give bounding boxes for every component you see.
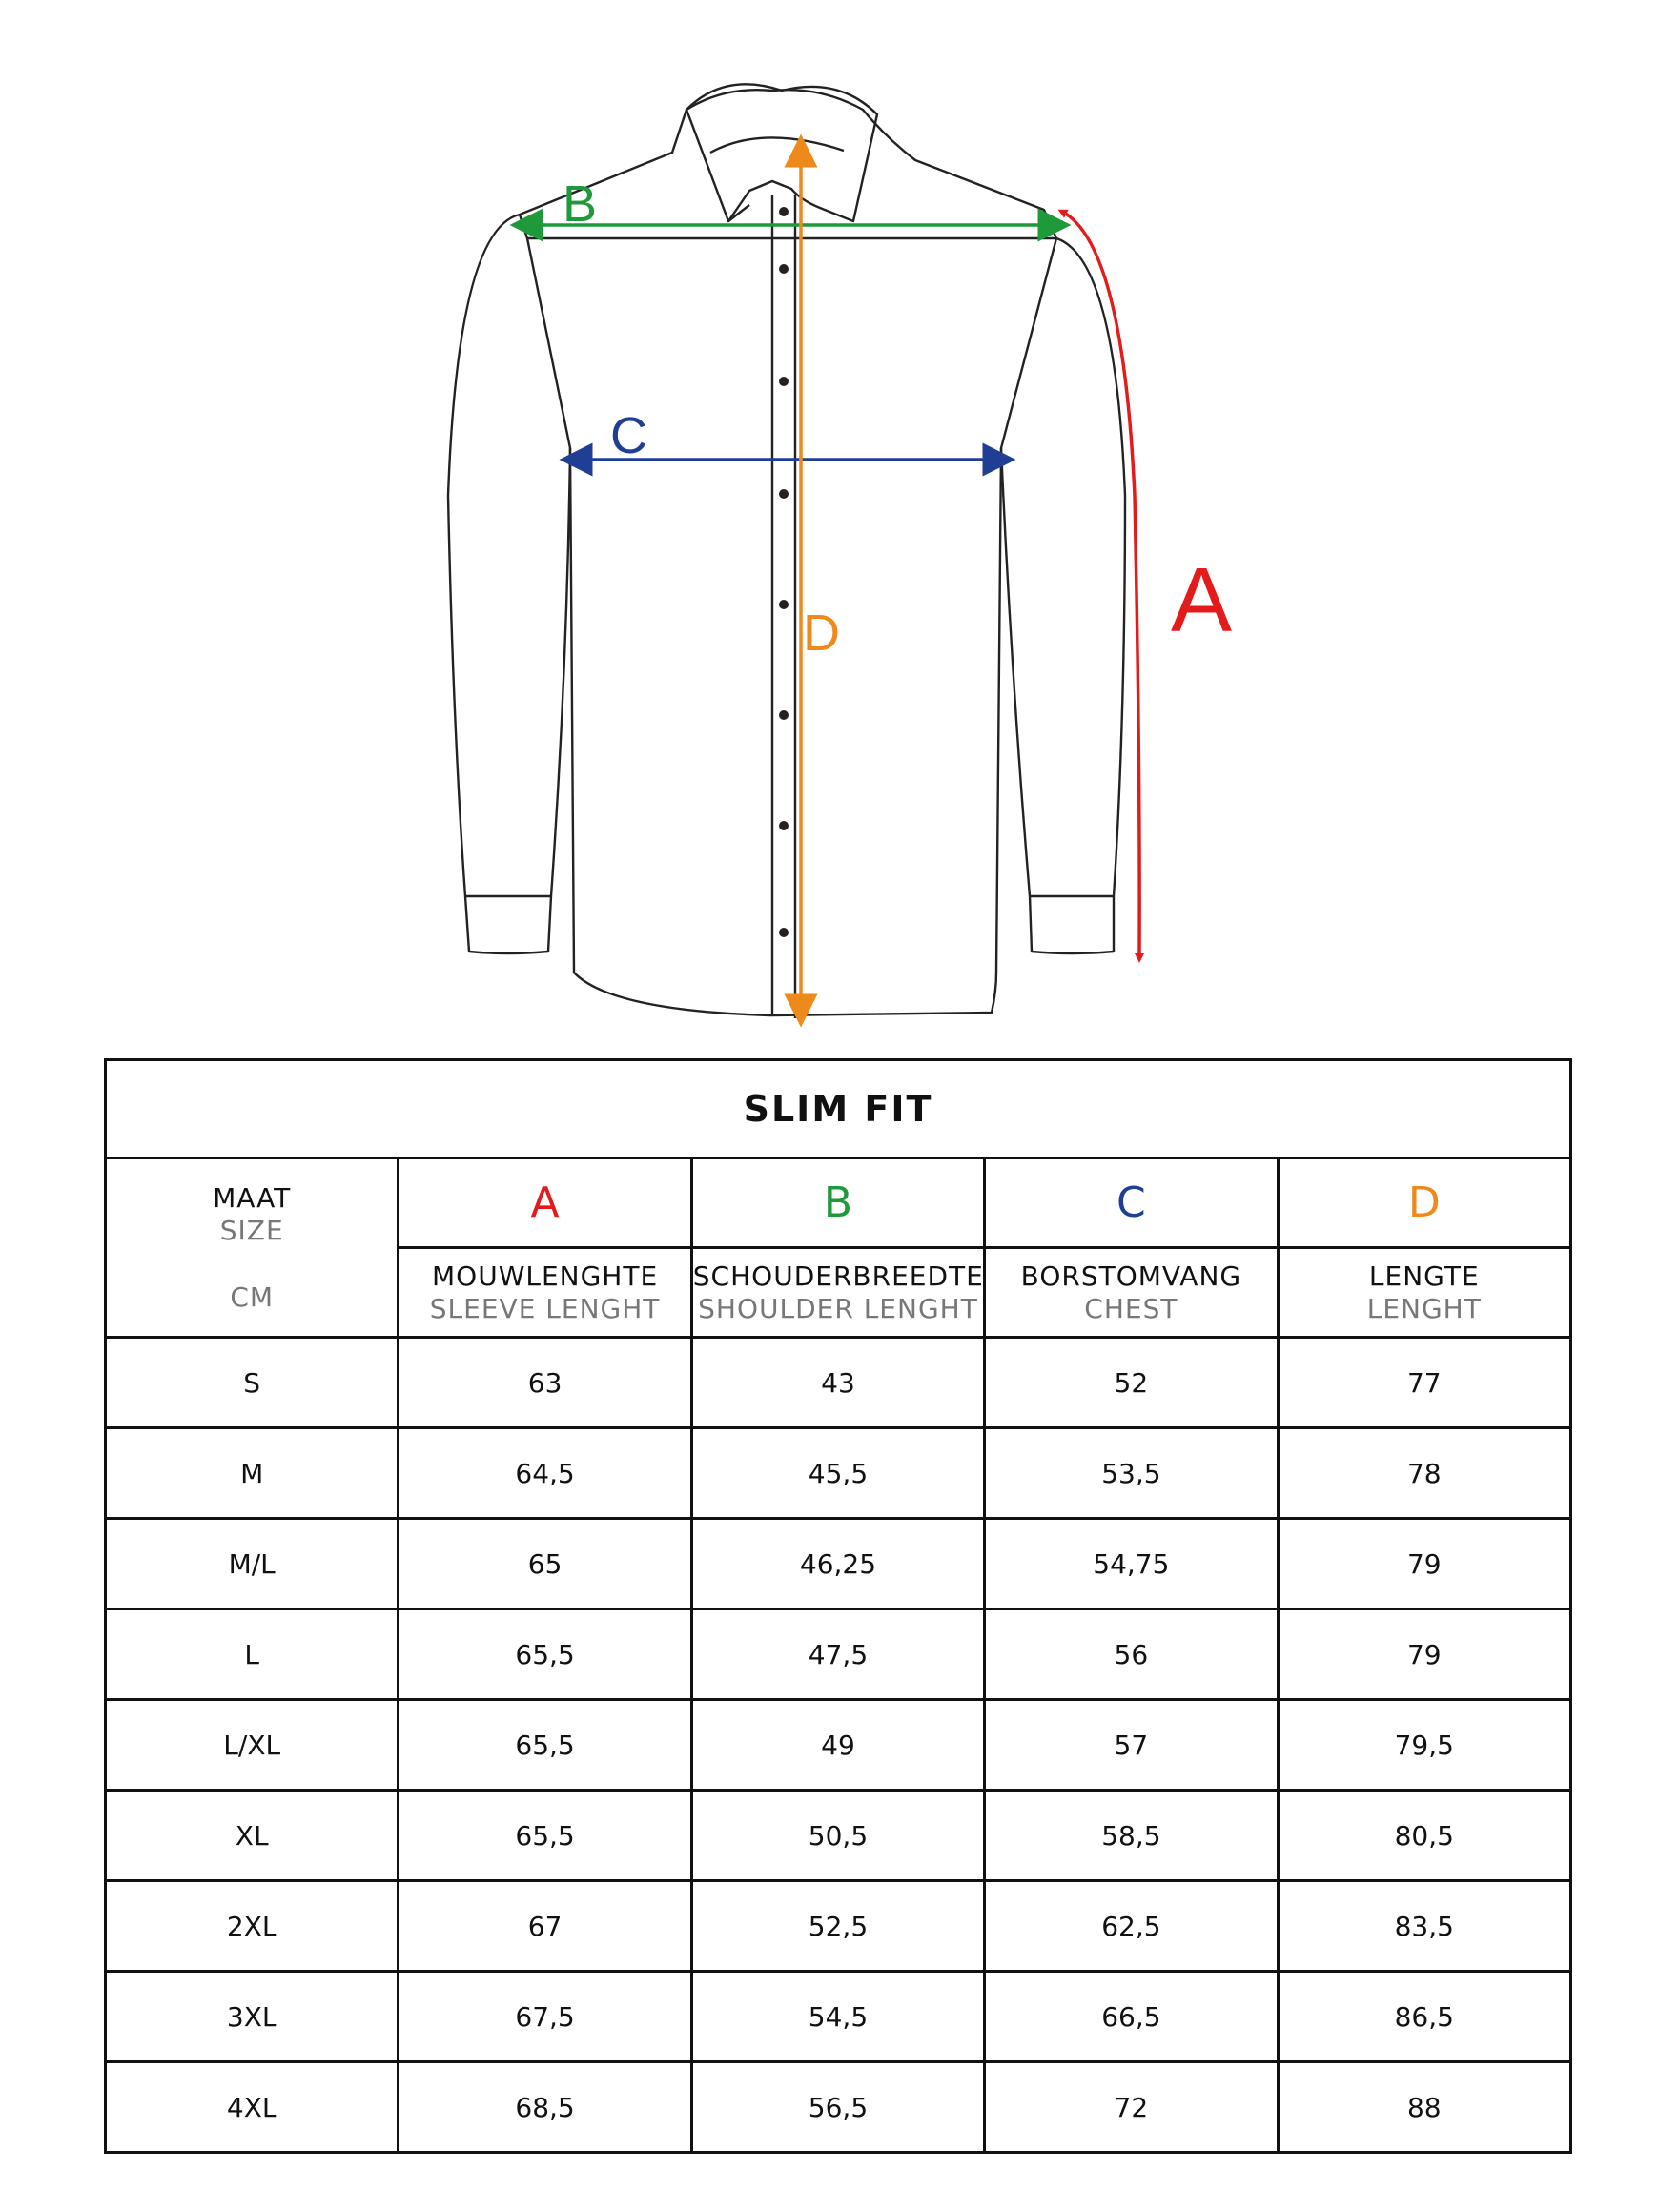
value-cell: 77 <box>1278 1338 1570 1428</box>
shirt-measurement-diagram <box>0 0 1659 1039</box>
value-cell: 46,25 <box>691 1519 984 1609</box>
value-cell: 58,5 <box>985 1791 1278 1881</box>
size-cell: 4XL <box>106 2062 399 2153</box>
letter-d: D <box>1407 1178 1441 1227</box>
value-cell: 54,5 <box>691 1972 984 2062</box>
value-cell: 64,5 <box>399 1428 691 1519</box>
column-header-b <box>691 1248 984 1338</box>
size-cell: 2XL <box>106 1881 399 1972</box>
corner-cell <box>106 1158 399 1338</box>
value-cell: 56,5 <box>691 2062 984 2153</box>
shirt-body <box>520 90 1056 1015</box>
value-cell: 79,5 <box>1278 1700 1570 1791</box>
size-cell: L/XL <box>106 1700 399 1791</box>
size-chart-table <box>104 1058 1572 2154</box>
size-cell: XL <box>106 1791 399 1881</box>
header-d-nl: LENGTE <box>1368 1260 1480 1292</box>
collar <box>686 84 877 221</box>
value-cell: 83,5 <box>1278 1881 1570 1972</box>
letter-b: B <box>823 1178 853 1227</box>
value-cell: 79 <box>1278 1609 1570 1700</box>
value-cell: 43 <box>691 1338 984 1428</box>
value-cell: 65,5 <box>399 1609 691 1700</box>
value-cell: 72 <box>985 2062 1278 2153</box>
measure-label-c: C <box>610 407 647 464</box>
value-cell: 49 <box>691 1700 984 1791</box>
header-b-nl: SCHOUDERBREEDTE <box>692 1260 984 1292</box>
size-label: SIZE <box>219 1214 284 1246</box>
column-header-c <box>985 1248 1278 1338</box>
measure-label-b: B <box>563 175 598 233</box>
table-row <box>106 1791 1571 1881</box>
value-cell: 56 <box>985 1609 1278 1700</box>
table-row <box>106 2062 1571 2153</box>
value-cell: 66,5 <box>985 1972 1278 2062</box>
column-letter-d <box>1278 1158 1570 1248</box>
value-cell: 65 <box>399 1519 691 1609</box>
left-sleeve <box>448 215 570 953</box>
value-cell: 88 <box>1278 2062 1570 2153</box>
size-cell: M <box>106 1428 399 1519</box>
value-cell: 67 <box>399 1881 691 1972</box>
table-row <box>106 1700 1571 1791</box>
table-row <box>106 1428 1571 1519</box>
size-cell: M/L <box>106 1519 399 1609</box>
right-sleeve <box>1001 238 1125 953</box>
unit-label: CM <box>230 1280 275 1313</box>
value-cell: 57 <box>985 1700 1278 1791</box>
value-cell: 86,5 <box>1278 1972 1570 2062</box>
header-c-nl: BORSTOMVANG <box>1020 1260 1242 1292</box>
size-cell: L <box>106 1609 399 1700</box>
value-cell: 47,5 <box>691 1609 984 1700</box>
column-letter-a <box>399 1158 691 1248</box>
value-cell: 79 <box>1278 1519 1570 1609</box>
header-a-nl: MOUWLENGHTE <box>432 1260 659 1292</box>
measure-label-d: D <box>803 604 840 662</box>
column-header-d <box>1278 1248 1570 1338</box>
value-cell: 52,5 <box>691 1881 984 1972</box>
value-cell: 67,5 <box>399 1972 691 2062</box>
value-cell: 63 <box>399 1338 691 1428</box>
header-a-en: SLEEVE LENGHT <box>429 1292 661 1324</box>
value-cell: 62,5 <box>985 1881 1278 1972</box>
letter-c: C <box>1116 1178 1146 1227</box>
column-letter-c <box>985 1158 1278 1248</box>
column-header-a <box>399 1248 691 1338</box>
value-cell: 45,5 <box>691 1428 984 1519</box>
measure-a-curve <box>1062 212 1139 958</box>
value-cell: 52 <box>985 1338 1278 1428</box>
value-cell: 80,5 <box>1278 1791 1570 1881</box>
table-row <box>106 1609 1571 1700</box>
value-cell: 50,5 <box>691 1791 984 1881</box>
measure-label-a: A <box>1171 549 1233 651</box>
table-title: SLIM FIT <box>106 1060 1571 1158</box>
column-letter-b <box>691 1158 984 1248</box>
table-row <box>106 1881 1571 1972</box>
table-row <box>106 1519 1571 1609</box>
maat-label: MAAT <box>213 1181 292 1214</box>
value-cell: 54,75 <box>985 1519 1278 1609</box>
value-cell: 78 <box>1278 1428 1570 1519</box>
value-cell: 65,5 <box>399 1700 691 1791</box>
value-cell: 53,5 <box>985 1428 1278 1519</box>
header-d-en: LENGHT <box>1366 1292 1482 1324</box>
size-cell: 3XL <box>106 1972 399 2062</box>
size-cell: S <box>106 1338 399 1428</box>
table-row <box>106 1972 1571 2062</box>
table-row <box>106 1338 1571 1428</box>
shirt-buttons <box>779 207 789 937</box>
value-cell: 65,5 <box>399 1791 691 1881</box>
value-cell: 68,5 <box>399 2062 691 2153</box>
header-b-en: SHOULDER LENGHT <box>698 1292 978 1324</box>
letter-a: A <box>530 1178 560 1227</box>
header-c-en: CHEST <box>1084 1292 1178 1324</box>
